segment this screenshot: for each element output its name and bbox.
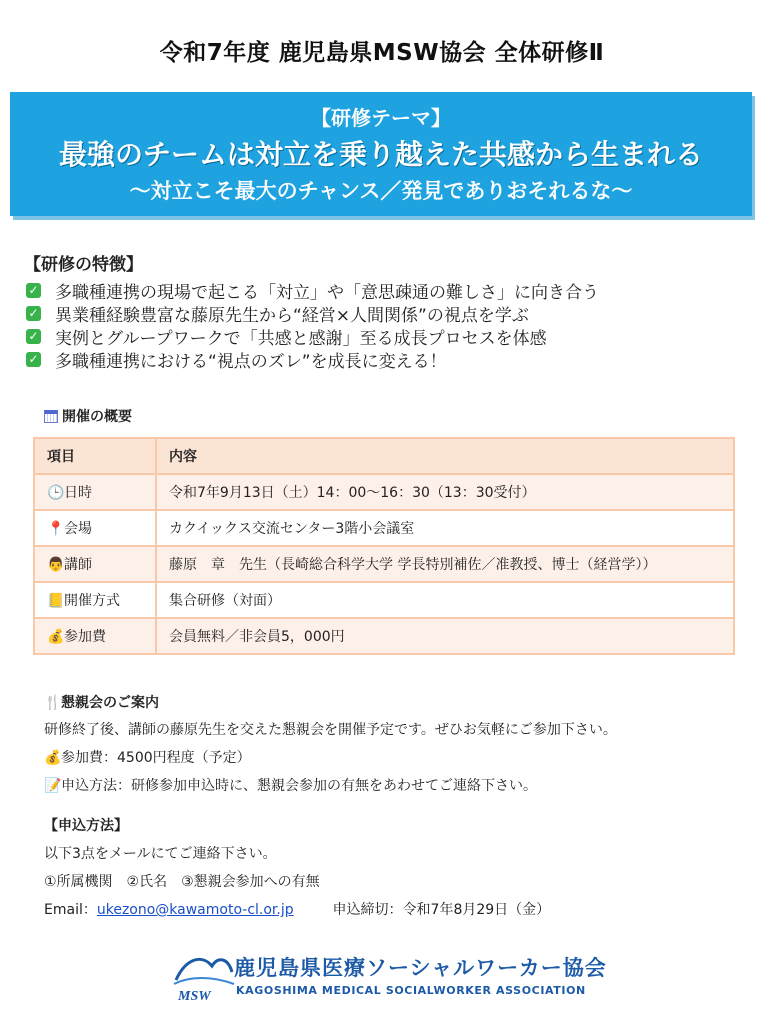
row-value: 集合研修（対面） xyxy=(156,582,734,618)
konshin-fee: 参加費：4500円程度（予定） xyxy=(61,750,251,766)
check-icon: ✓ xyxy=(26,306,41,321)
konshin-desc: 研修終了後、講師の藤原先生を交えた懇親会を開催予定です。ぜひお気軽にご参加下さい。 xyxy=(44,722,617,738)
memo-icon: 📒 xyxy=(47,593,65,609)
table-row xyxy=(34,582,734,618)
features-heading: 【研修の特徴】 xyxy=(24,255,143,275)
check-icon: ✓ xyxy=(26,352,41,367)
logo-text: MSW xyxy=(178,989,211,1004)
email-link[interactable]: ukezono@kawamoto-cl.or.jp xyxy=(96,902,294,918)
row-value: 藤原 章 先生（長崎総合科学大学 学長特別補佐／准教授、博士（経営学）） xyxy=(156,546,734,582)
table-row xyxy=(34,510,734,546)
apply-heading: 【申込方法】 xyxy=(44,818,128,834)
apply-line1: 以下3点をメールにてご連絡下さい。 xyxy=(44,846,277,862)
overview-heading-text: 開催の概要 xyxy=(62,409,132,425)
konshin-method: 申込方法：研修参加申込時に、懇親会参加の有無をあわせてご連絡下さい。 xyxy=(61,778,537,794)
feature-text: 多職種連携における“視点のズレ”を成長に変える！ xyxy=(55,352,447,372)
table-row xyxy=(34,546,734,582)
row-value: 令和7年9月13日（土）14：00〜16：30（13：30受付） xyxy=(156,474,734,510)
feature-item xyxy=(24,348,744,371)
feature-item xyxy=(24,279,744,302)
apply-line2: ①所属機関 ②氏名 ③懇親会参加への有無 xyxy=(44,874,320,890)
pin-icon: 📍 xyxy=(47,521,65,537)
row-label: 参加費 xyxy=(64,629,106,645)
feature-item xyxy=(24,302,744,325)
theme-main: 最強のチームは対立を乗り越えた共感から生まれる xyxy=(58,138,703,171)
money-bag-icon: 💰 xyxy=(44,750,62,766)
table-row xyxy=(34,474,734,510)
calendar-icon xyxy=(44,410,58,423)
theme-subtitle: 〜対立こそ最大のチャンス／発見でありおそれるな〜 xyxy=(129,179,633,203)
footer-logo xyxy=(172,950,612,1006)
row-value: 会員無料／非会員5，000円 xyxy=(156,618,734,654)
theme-banner xyxy=(10,92,752,216)
apply-section xyxy=(44,812,550,924)
row-label: 日時 xyxy=(64,485,92,501)
page-title: 令和7年度 鹿児島県MSW協会 全体研修Ⅱ xyxy=(159,40,605,66)
money-bag-icon: 💰 xyxy=(47,629,65,645)
org-name-en: KAGOSHIMA MEDICAL SOCIALWORKER ASSOCIATION xyxy=(236,984,586,997)
fork-knife-icon: 🍴 xyxy=(44,695,62,711)
msw-logo-icon xyxy=(172,950,236,1006)
features-section xyxy=(24,250,744,371)
row-label: 開催方式 xyxy=(64,593,120,609)
row-value: カクイックス交流センター3階小会議室 xyxy=(156,510,734,546)
theme-label: 【研修テーマ】 xyxy=(311,106,451,130)
konshin-heading: 懇親会のご案内 xyxy=(61,695,159,711)
feature-text: 実例とグループワークで「共感と感謝」至る成長プロセスを体感 xyxy=(55,329,547,349)
table-row xyxy=(34,618,734,654)
feature-text: 異業種経験豊富な藤原先生から“経営×人間関係”の視点を学ぶ xyxy=(55,306,529,326)
clock-icon: 🕒 xyxy=(47,485,65,501)
email-label: Email： xyxy=(44,902,97,918)
row-label: 会場 xyxy=(64,521,92,537)
konshin-section xyxy=(44,690,617,800)
check-icon: ✓ xyxy=(26,329,41,344)
check-icon: ✓ xyxy=(26,283,41,298)
row-label: 講師 xyxy=(64,557,92,573)
apply-deadline: 申込締切：令和7年8月29日（金） xyxy=(332,902,551,918)
col-content-header: 内容 xyxy=(156,438,734,474)
teacher-icon: 👨 xyxy=(47,557,65,573)
feature-text: 多職種連携の現場で起こる「対立」や「意思疎通の難しさ」に向き合う xyxy=(55,283,599,303)
org-name-jp: 鹿児島県医療ソーシャルワーカー協会 xyxy=(234,956,607,980)
feature-item xyxy=(24,325,744,348)
overview-heading xyxy=(44,406,132,426)
table-header-row xyxy=(34,438,734,474)
overview-table xyxy=(33,437,735,655)
col-item-header: 項目 xyxy=(34,438,156,474)
memo-icon: 📝 xyxy=(44,778,62,794)
